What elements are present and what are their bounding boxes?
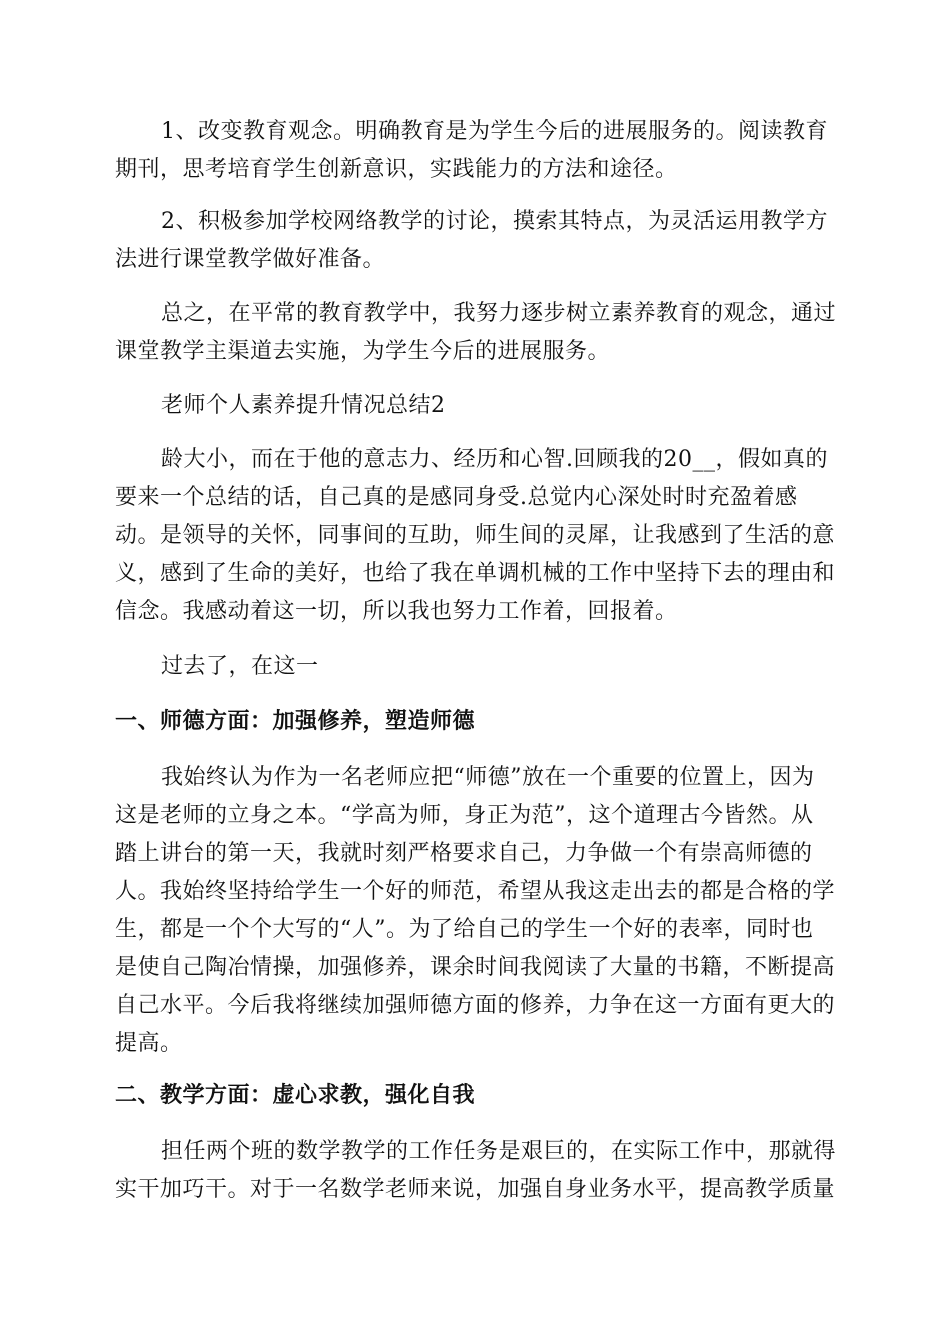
text-line: 是使自己陶冶情操，加强修养，课余时间我阅读了大量的书籍，不断提高: [115, 955, 836, 980]
paragraph-1: [115, 113, 835, 189]
text-line: 实干加巧干。对于一名数学老师来说，加强自身业务水平，提高教学质量: [115, 1177, 836, 1202]
text-line: 人。我始终坚持给学生一个好的师范，希望从我这走出去的都是合格的学: [115, 879, 836, 904]
paragraph-5: [115, 648, 835, 686]
text-line: 法进行课堂教学做好准备。: [115, 247, 386, 272]
text-line: 期刊，思考培育学生创新意识，实践能力的方法和途径。: [115, 157, 678, 182]
text-line: 1、改变教育观念。明确教育是为学生今后的进展服务的。阅读教育: [161, 119, 828, 144]
section-subtitle: [115, 387, 835, 425]
paragraph-6: [115, 759, 835, 1063]
paragraph-4: [115, 441, 835, 631]
text-line: 动。是领导的关怀，同事间的互助，师生间的灵犀，让我感到了生活的意: [115, 523, 836, 548]
text-line: 2、积极参加学校网络教学的讨论，摸索其特点，为灵活运用教学方: [161, 209, 828, 234]
paragraph-7: [115, 1133, 835, 1209]
text-line: 我始终认为作为一名老师应把“师德”放在一个重要的位置上，因为: [161, 765, 815, 790]
text-line: 信念。我感动着这一切，所以我也努力工作着，回报着。: [115, 599, 678, 624]
text-line: 担任两个班的数学教学的工作任务是艰巨的，在实际工作中，那就得: [161, 1139, 837, 1164]
text-line: 提高。: [115, 1031, 183, 1056]
subtitle-text: 老师个人素养提升情况总结2: [161, 393, 446, 418]
paragraph-2: [115, 203, 835, 279]
text-line: 义，感到了生命的美好，也给了我在单调机械的工作中坚持下去的理由和: [115, 561, 836, 586]
text-line: 总之，在平常的教育教学中，我努力逐步树立素养教育的观念，通过: [161, 301, 837, 326]
text-line: 自己水平。今后我将继续加强师德方面的修养，力争在这一方面有更大的: [115, 993, 836, 1018]
text-line: 要来一个总结的话，自己真的是感同身受.总觉内心深处时时充盈着感: [115, 485, 798, 510]
text-line: 龄大小，而在于他的意志力、经历和心智.回顾我的20__，假如真的: [161, 447, 828, 472]
text-line: 踏上讲台的第一天，我就时刻严格要求自己，力争做一个有崇高师德的: [115, 841, 813, 866]
text-line: 过去了，在这一: [161, 654, 319, 679]
heading-teacher-ethics: 一、师德方面：加强修养，塑造师德: [115, 709, 476, 734]
heading-teaching: 二、教学方面：虚心求教，强化自我: [115, 1083, 476, 1108]
text-line: 课堂教学主渠道去实施，为学生今后的进展服务。: [115, 339, 611, 364]
text-line: 生，都是一个个大写的“人”。为了给自己的学生一个好的表率，同时也: [115, 917, 814, 942]
paragraph-3: [115, 295, 835, 371]
text-line: 这是老师的立身之本。“学高为师，身正为范”，这个道理古今皆然。从: [115, 803, 814, 828]
